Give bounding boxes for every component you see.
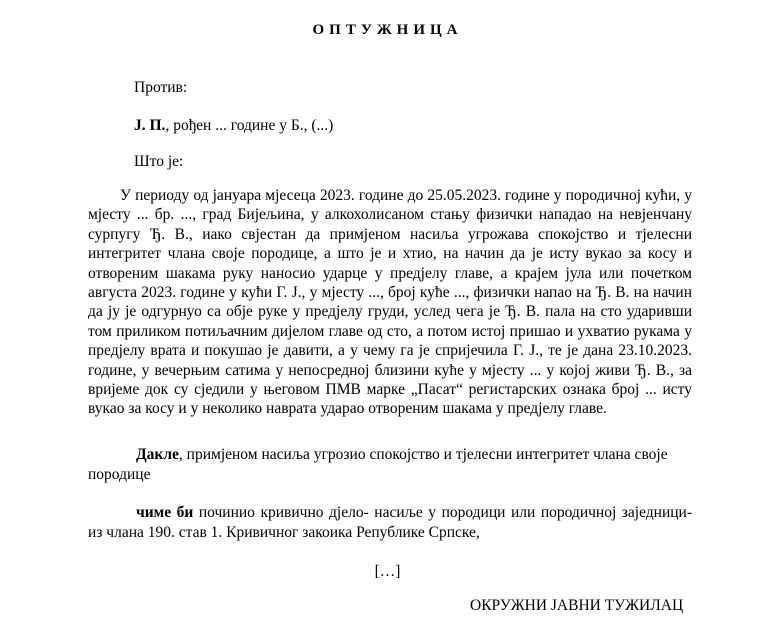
thereby-paragraph (88, 503, 692, 543)
what-label: Што је: (134, 153, 184, 170)
therefore-text: , примјеном насиља угрозио спокојство и тјелесни интегритет члана своје породице (88, 446, 668, 483)
thereby-bold: чиме би (136, 504, 194, 521)
accused-name: Ј. П. (134, 117, 166, 134)
therefore-bold: Дакле (136, 446, 179, 463)
facts-paragraph: У периоду од јануара мјесеца 2023. године до 25.05.2023. године у породичној кући, у мјесту ... бр. ..., град Бијељина, у алкохолисаном стању физички нападао на невјенчану сурпугу Ђ. В., иако свјестан да примјеном насиља угрожава спокојство и тјелесни интегритет члана своје породице, а што је и хтио, на начин да је исту вукао за косу и отвореним шакама руку наносио ударце у предјелу главе, а крајем јула или почетком августа 2023. године у кући Г. Ј., у мјесту ..., број куће ..., физички напао на Ђ. В. на начин да ју је одгурнуо са обје руке у предјелу груди, услед чега је Ђ. В. пала на сто ударивши том приликом потиљачним дијелом главе од сто, а потом истој пришао и ухватио рукама у предјелу врата и покушао је давити, а у чему га је спријечила Г. Ј., те је дана 23.10.2023. године, у вечерњим сатима у непосредној близини куће у мјесту ... у којој живи Ђ. В., за вријеме док су сједили у његовом ПМВ марке „Пасат“ регистарских ознака број ... исту вукао за косу и у неколико наврата ударао отвореним шакама у предјелу главе. (88, 187, 692, 418)
therefore-paragraph (88, 445, 692, 485)
accused-details: , рођен ... године у Б., (...) (165, 117, 334, 134)
prosecutor-signature: ОКРУЖНИ ЈАВНИ ТУЖИЛАЦ (470, 597, 684, 614)
thereby-text: починио кривично дјело- насиље у породици или породичној заједници- из члана 190. став 1. Кривичног закоика Републике Српске, (88, 504, 692, 541)
accused-line (134, 117, 333, 135)
document-title: ОПТУЖНИЦА (312, 22, 463, 38)
against-label: Против: (134, 79, 188, 96)
omission-mark: […] (374, 563, 401, 580)
